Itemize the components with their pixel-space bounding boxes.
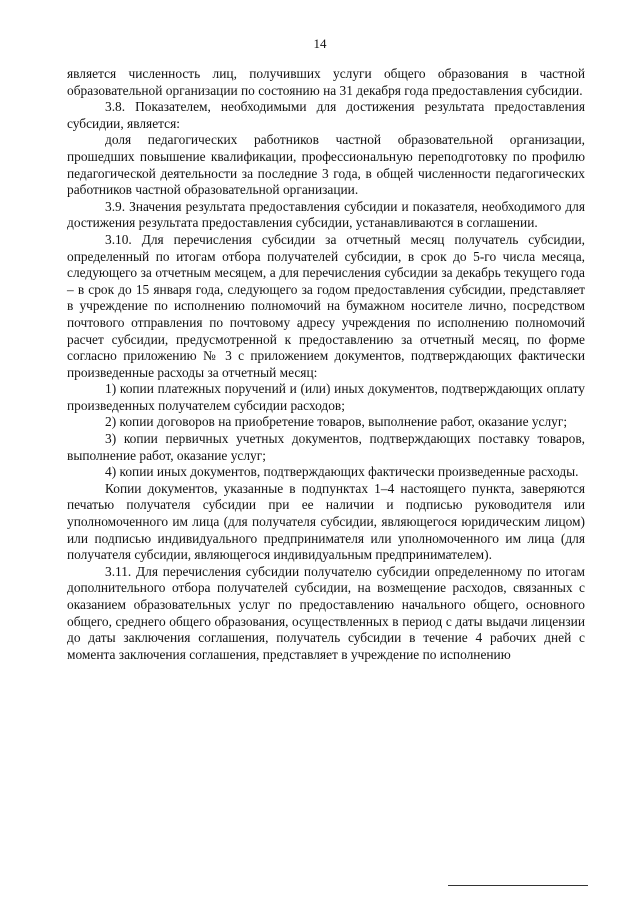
paragraph: Копии документов, указанные в подпунктах 1–4 настоящего пункта, заверяются печатью получателя субсидии при ее наличии и подписью руководителя или уполномоченного им лица (для получателя субсидии, являющегося юридическим лицом) или подписью индивидуального предпринимателя или уполномоченного им лица (для получателя субсидии, являющегося индивидуальным предпринимателем). [67, 480, 585, 563]
paragraph: доля педагогических работников частной образовательной организации, прошедших повышение квалификации, профессиональную переподготовку по профилю педагогической деятельности за последние 3 года, в общей численности педагогических работников частной образовательной организации. [67, 132, 585, 198]
paragraph: является численность лиц, получивших услуги общего образования в частной образовательной организации по состоянию на 31 декабря года предоставления субсидии. [67, 66, 585, 98]
document-body [67, 66, 585, 663]
list-item: 2) копии договоров на приобретение товаров, выполнение работ, оказание услуг; [105, 414, 568, 430]
list-item: 4) копии иных документов, подтверждающих фактически произведенные расходы. [105, 464, 579, 480]
paragraph: 3.10. Для перечисления субсидии за отчетный месяц получатель субсидии, определенный по итогам отбора получателей субсидии, в срок до 5-го числа месяца, следующего за отчетным месяцем, а для перечисления субсидии за декабрь текущего года – в срок до 15 января года, следующего за годом предоставления субсидии, представляет в учреждение по исполнению полномочий на бумажном носителе лично, посредством почтового отправления по почтовому адресу учреждения по исполнению полномочий расчет субсидии, предусмотренной к предоставлению за отчетный месяц, по форме согласно приложению № 3 с приложением документов, подтверждающих фактически произведенные расходы за отчетный месяц: [67, 231, 585, 380]
page-number: 14 [313, 36, 327, 51]
footer-divider [448, 885, 588, 886]
list-item: 1) копии платежных поручений и (или) иных документов, подтверждающих оплату произведенных получателем субсидии расходов; [67, 381, 585, 413]
paragraph: 3.8. Показателем, необходимыми для достижения результата предоставления субсидии, является: [67, 99, 585, 131]
paragraph: 3.11. Для перечисления субсидии получателю субсидии определенному по итогам дополнительного отбора получателей субсидии, на возмещение расходов, связанных с оказанием образовательных услуг по предоставлению начального общего, основного общего, среднего общего образования, осуществленных в период с даты выдачи лицензии до даты заключения соглашения, получатель субсидии в течение 4 рабочих дней с момента заключения соглашения, представляет в учреждение по исполнению [67, 563, 585, 662]
list-item: 3) копии первичных учетных документов, подтверждающих поставку товаров, выполнение работ, оказание услуг; [67, 431, 585, 463]
paragraph: 3.9. Значения результата предоставления субсидии и показателя, необходимого для достижения результата предоставления субсидии, устанавливаются в соглашении. [67, 198, 585, 231]
